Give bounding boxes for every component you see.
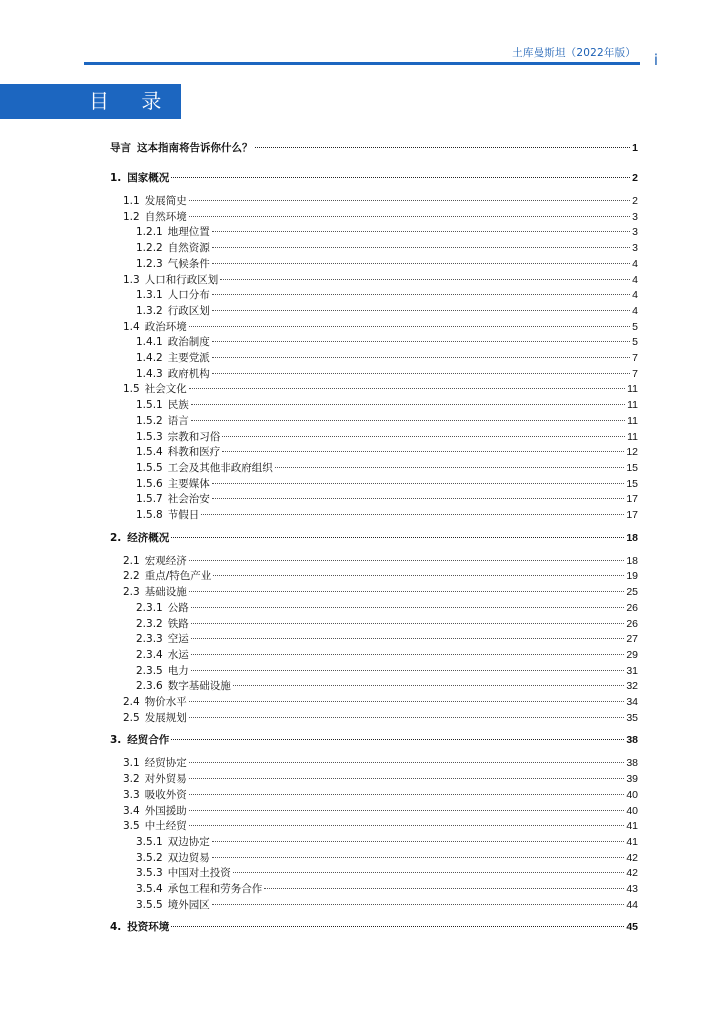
toc-entry-title: 电力 [167, 664, 189, 677]
dot-leader [191, 420, 625, 421]
toc-entry-number: 1.5.2 [136, 414, 163, 427]
dot-leader [191, 607, 625, 608]
toc-entry-title: 气候条件 [167, 257, 210, 270]
toc-entry-title: 人口分布 [167, 289, 210, 302]
dot-leader [212, 357, 630, 358]
dot-leader [212, 483, 625, 484]
toc-entry-page: 3 [632, 242, 638, 255]
toc-entry-title: 空运 [167, 633, 189, 646]
toc-entry-page: 17 [626, 509, 638, 521]
toc-entry[interactable] [110, 631, 638, 647]
toc-entry-page: 29 [626, 648, 638, 661]
toc-entry-title: 地理位置 [167, 226, 210, 239]
dot-leader [189, 825, 625, 826]
toc-entry-page: 5 [632, 320, 638, 333]
toc-entry-number: 3.5.5 [136, 898, 163, 911]
toc-entry-number: 2.3.1 [136, 601, 163, 614]
toc-entry-page: 18 [626, 554, 638, 567]
toc-entry[interactable] [110, 429, 638, 445]
toc-entry[interactable] [110, 732, 638, 748]
toc-entry[interactable] [110, 678, 638, 694]
toc-entry-page: 15 [626, 477, 638, 490]
toc-entry[interactable] [110, 694, 638, 710]
toc-entry[interactable] [110, 287, 638, 303]
dot-leader [189, 810, 625, 811]
running-header-title: 土库曼斯坦（2022年版） [512, 47, 636, 59]
toc-entry-title: 经贸合作 [127, 734, 170, 747]
dot-leader [212, 498, 625, 499]
toc-entry-page: 44 [626, 898, 638, 911]
dot-leader [222, 451, 624, 452]
toc-entry[interactable] [110, 334, 638, 350]
toc-entry-page: 4 [632, 257, 638, 270]
dot-leader [171, 926, 624, 927]
toc-entry-title: 自然环境 [144, 210, 187, 223]
toc-entry-page: 45 [626, 921, 638, 934]
toc-entry[interactable] [110, 319, 638, 335]
dot-leader [189, 560, 625, 561]
dot-leader [212, 904, 625, 905]
toc-entry-title: 政府机构 [167, 367, 210, 380]
toc-entry-page: 2 [632, 172, 638, 184]
toc-entry-number: 3.3 [123, 788, 140, 801]
toc-entry-title: 投资环境 [127, 921, 170, 934]
toc-entry[interactable] [110, 491, 638, 507]
toc-entry[interactable] [110, 381, 638, 397]
toc-entry-page: 27 [626, 633, 638, 646]
toc-entry-title: 宏观经济 [144, 554, 187, 567]
toc-entry-title: 政治制度 [167, 336, 210, 349]
toc-entry-title: 科教和医疗 [167, 446, 221, 459]
toc-entry-number: 1.2.1 [136, 226, 163, 239]
toc-entry-title: 语言 [167, 414, 189, 427]
toc-entry-number: 2.3.2 [136, 617, 163, 630]
toc-entry-number: 3.4 [123, 804, 140, 817]
toc-entry-number: 3.2 [123, 773, 140, 786]
dot-leader [212, 247, 630, 248]
toc-entry-page: 3 [632, 210, 638, 223]
toc-entry-page: 11 [627, 383, 638, 396]
toc-entry[interactable] [110, 616, 638, 632]
toc-entry-number: 1.5.6 [136, 477, 163, 490]
toc-entry[interactable] [110, 865, 638, 881]
toc-entry[interactable] [110, 193, 638, 209]
dot-leader [189, 216, 630, 217]
toc-entry[interactable] [110, 663, 638, 679]
dot-leader [201, 514, 624, 515]
toc-entry-number: 1.4.2 [136, 352, 163, 364]
dot-leader [189, 778, 625, 779]
toc-entry-number: 1.2.2 [136, 242, 163, 255]
toc-entry-title: 社会文化 [144, 383, 187, 396]
toc-entry-title: 主要党派 [167, 352, 210, 364]
toc-entry-page: 7 [632, 352, 638, 364]
toc-entry-number: 1.5 [123, 383, 140, 396]
page-number: i [653, 51, 658, 69]
toc-entry-title: 政治环境 [144, 320, 187, 333]
toc-entry-number: 1.4.3 [136, 367, 163, 380]
toc-entry-title: 承包工程和劳务合作 [167, 883, 263, 895]
toc-entry-number: 2.3.6 [136, 680, 163, 693]
toc-entry[interactable] [110, 303, 638, 319]
toc-entry-page: 17 [626, 493, 638, 506]
dot-leader [222, 436, 625, 437]
toc-entry-title: 经济概况 [127, 531, 170, 544]
toc-entry[interactable] [110, 507, 638, 523]
toc-entry-number: 3.5.1 [136, 835, 163, 848]
toc-entry-number: 1.3.2 [136, 304, 163, 317]
toc-entry[interactable] [110, 584, 638, 600]
dot-leader [255, 147, 631, 148]
toc-entry[interactable] [110, 350, 638, 366]
toc-entry-title: 人口和行政区划 [144, 273, 219, 286]
toc-entry-title: 发展规划 [144, 711, 187, 724]
toc-entry[interactable] [110, 553, 638, 569]
toc-entry[interactable] [110, 256, 638, 272]
toc-entry[interactable] [110, 647, 638, 663]
toc-entry-title: 公路 [167, 601, 189, 614]
toc-entry-page: 41 [626, 820, 638, 833]
dot-leader [171, 537, 624, 538]
dot-leader [191, 670, 625, 671]
toc-entry-number: 3.5.2 [136, 851, 163, 864]
toc-entry-number: 导言 [110, 142, 131, 154]
toc-entry-number: 1.5.8 [136, 509, 163, 521]
toc-entry-number: 2.2 [123, 570, 140, 583]
header-rule [84, 62, 640, 65]
toc-entry-page: 42 [626, 867, 638, 880]
toc-entry[interactable] [110, 140, 638, 156]
toc-entry-title: 这本指南将告诉你什么？ [137, 142, 253, 154]
dot-leader [189, 326, 630, 327]
toc-entry-page: 25 [626, 586, 638, 599]
toc-entry-title: 重点/特色产业 [144, 570, 212, 583]
toc-entry-page: 1 [632, 142, 638, 154]
toc-entry-number: 2.1 [123, 554, 140, 567]
toc-entry-number: 1.3 [123, 273, 140, 286]
toc-entry-page: 39 [626, 773, 638, 786]
toc-entry[interactable] [110, 771, 638, 787]
toc-entry[interactable] [110, 600, 638, 616]
toc-entry-title: 中土经贸 [144, 820, 187, 833]
toc-entry-title: 行政区划 [167, 304, 210, 317]
dot-leader [213, 575, 624, 576]
toc-entry-title: 社会治安 [167, 493, 210, 506]
toc-entry-page: 26 [626, 617, 638, 630]
dot-leader [212, 341, 630, 342]
toc-entry-number: 2.4 [123, 696, 140, 708]
dot-leader [212, 231, 630, 232]
toc-entry-number: 2.5 [123, 711, 140, 724]
toc-entry[interactable] [110, 568, 638, 584]
toc-entry-number: 3.5.3 [136, 867, 163, 880]
toc-entry-page: 34 [626, 696, 638, 708]
toc-entry[interactable] [110, 240, 638, 256]
toc-entry-number: 1.5.4 [136, 446, 163, 459]
toc-entry-page: 11 [627, 430, 638, 443]
toc-entry-number: 1.5.7 [136, 493, 163, 506]
toc-entry[interactable] [110, 787, 638, 803]
dot-leader [212, 841, 625, 842]
toc-entry[interactable] [110, 476, 638, 492]
toc-entry-page: 31 [626, 664, 638, 677]
toc-entry[interactable] [110, 881, 638, 897]
toc-banner [0, 84, 181, 119]
toc-entry-number: 2.3 [123, 586, 140, 599]
toc-entry[interactable] [110, 834, 638, 850]
toc-entry-title: 水运 [167, 648, 189, 661]
dot-leader [233, 685, 625, 686]
toc-entry[interactable] [110, 209, 638, 225]
toc-entry-page: 26 [626, 601, 638, 614]
dot-leader [264, 888, 624, 889]
dot-leader [212, 857, 625, 858]
toc-entry-number: 3.1 [123, 757, 140, 770]
toc-entry-title: 工会及其他非政府组织 [167, 461, 273, 474]
toc-entry-page: 19 [626, 570, 638, 583]
dot-leader [171, 177, 630, 178]
toc-entry[interactable] [110, 224, 638, 240]
toc-entry-page: 11 [627, 399, 638, 412]
toc-entry-title: 数字基础设施 [167, 680, 231, 693]
toc-entry-page: 41 [626, 835, 638, 848]
toc-entry-page: 4 [632, 273, 638, 286]
toc-entry-title: 双边协定 [167, 835, 210, 848]
dot-leader [191, 623, 625, 624]
dot-leader [189, 717, 625, 718]
dot-leader [212, 310, 630, 311]
toc-entry-title: 国家概况 [127, 172, 170, 184]
dot-leader [233, 872, 625, 873]
toc-entry-title: 经贸协定 [144, 757, 187, 770]
toc-entry-page: 2 [632, 195, 638, 207]
toc-entry-number: 2.3.3 [136, 633, 163, 646]
toc-entry-number: 1.5.3 [136, 430, 163, 443]
toc-entry-number: 4. [110, 921, 122, 934]
toc-entry[interactable] [110, 397, 638, 413]
toc-entry[interactable] [110, 897, 638, 913]
toc-entry-page: 4 [632, 289, 638, 302]
dot-leader [189, 591, 625, 592]
toc-entry-page: 43 [626, 883, 638, 895]
toc-entry-page: 38 [626, 734, 638, 747]
toc-entry-page: 40 [626, 804, 638, 817]
toc-entry[interactable] [110, 366, 638, 382]
toc-entry-page: 5 [632, 336, 638, 349]
toc-entry[interactable] [110, 444, 638, 460]
dot-leader [189, 762, 625, 763]
toc-entry-title: 铁路 [167, 617, 189, 630]
dot-leader [189, 200, 630, 201]
toc-entry[interactable] [110, 755, 638, 771]
toc-title: 目 录 [89, 89, 175, 113]
toc-entry-title: 主要媒体 [167, 477, 210, 490]
toc-entry[interactable] [110, 850, 638, 866]
toc-entry-page: 12 [626, 446, 638, 459]
toc-entry-title: 双边贸易 [167, 851, 210, 864]
dot-leader [189, 701, 625, 702]
toc-entry-title: 发展简史 [144, 195, 187, 207]
dot-leader [275, 467, 625, 468]
toc-entry-page: 38 [626, 757, 638, 770]
dot-leader [220, 279, 630, 280]
toc-entry-number: 1.3.1 [136, 289, 163, 302]
toc-entry-page: 35 [626, 711, 638, 724]
toc-entry[interactable] [110, 413, 638, 429]
toc-entry-number: 1.4 [123, 320, 140, 333]
toc-entry-number: 3.5.4 [136, 883, 163, 895]
toc-entry-title: 吸收外资 [144, 788, 187, 801]
toc-entry[interactable] [110, 803, 638, 819]
toc-entry-title: 基础设施 [144, 586, 187, 599]
toc-entry-number: 2.3.5 [136, 664, 163, 677]
dot-leader [189, 794, 625, 795]
toc-entry-title: 民族 [167, 399, 189, 412]
toc-entry-title: 节假日 [167, 509, 200, 521]
toc-entry[interactable] [110, 710, 638, 726]
toc-entry-title: 境外园区 [167, 898, 210, 911]
toc-entry-title: 中国对土投资 [167, 867, 231, 880]
dot-leader [212, 373, 630, 374]
toc-entry-number: 1.2.3 [136, 257, 163, 270]
toc-entry-number: 3. [110, 734, 122, 747]
toc-entry-number: 2. [110, 531, 122, 544]
dot-leader [191, 404, 625, 405]
toc-entry-title: 物价水平 [144, 696, 187, 708]
toc-entry-title: 外国援助 [144, 804, 187, 817]
dot-leader [212, 294, 630, 295]
toc-entry[interactable] [110, 818, 638, 834]
toc-entry[interactable] [110, 170, 638, 186]
toc-entry-page: 7 [632, 367, 638, 380]
toc-entry-number: 1.5.1 [136, 399, 163, 412]
toc-entry-page: 42 [626, 851, 638, 864]
toc-entry-title: 对外贸易 [144, 773, 187, 786]
dot-leader [191, 638, 625, 639]
toc-entry[interactable] [110, 919, 638, 935]
toc-entry-title: 自然资源 [167, 242, 210, 255]
toc-entry-page: 15 [626, 461, 638, 474]
dot-leader [212, 263, 630, 264]
toc-entry-title: 宗教和习俗 [167, 430, 221, 443]
toc-entry-number: 2.3.4 [136, 648, 163, 661]
toc-entry[interactable] [110, 272, 638, 288]
toc-entry-page: 11 [627, 414, 638, 427]
toc-entry[interactable] [110, 460, 638, 476]
dot-leader [191, 654, 625, 655]
toc-entry-number: 1.1 [123, 195, 140, 207]
toc-entry-number: 1.2 [123, 210, 140, 223]
toc-entry-page: 40 [626, 788, 638, 801]
toc-entry-page: 4 [632, 304, 638, 317]
toc-entry-number: 1. [110, 172, 122, 184]
toc-entry-number: 1.5.5 [136, 461, 163, 474]
toc-entry-number: 3.5 [123, 820, 140, 833]
dot-leader [189, 388, 625, 389]
toc-entry[interactable] [110, 530, 638, 546]
toc-entry-page: 18 [626, 531, 638, 544]
toc-entry-page: 3 [632, 226, 638, 239]
toc-entry-number: 1.4.1 [136, 336, 163, 349]
toc-entry-page: 32 [626, 680, 638, 693]
dot-leader [171, 739, 624, 740]
